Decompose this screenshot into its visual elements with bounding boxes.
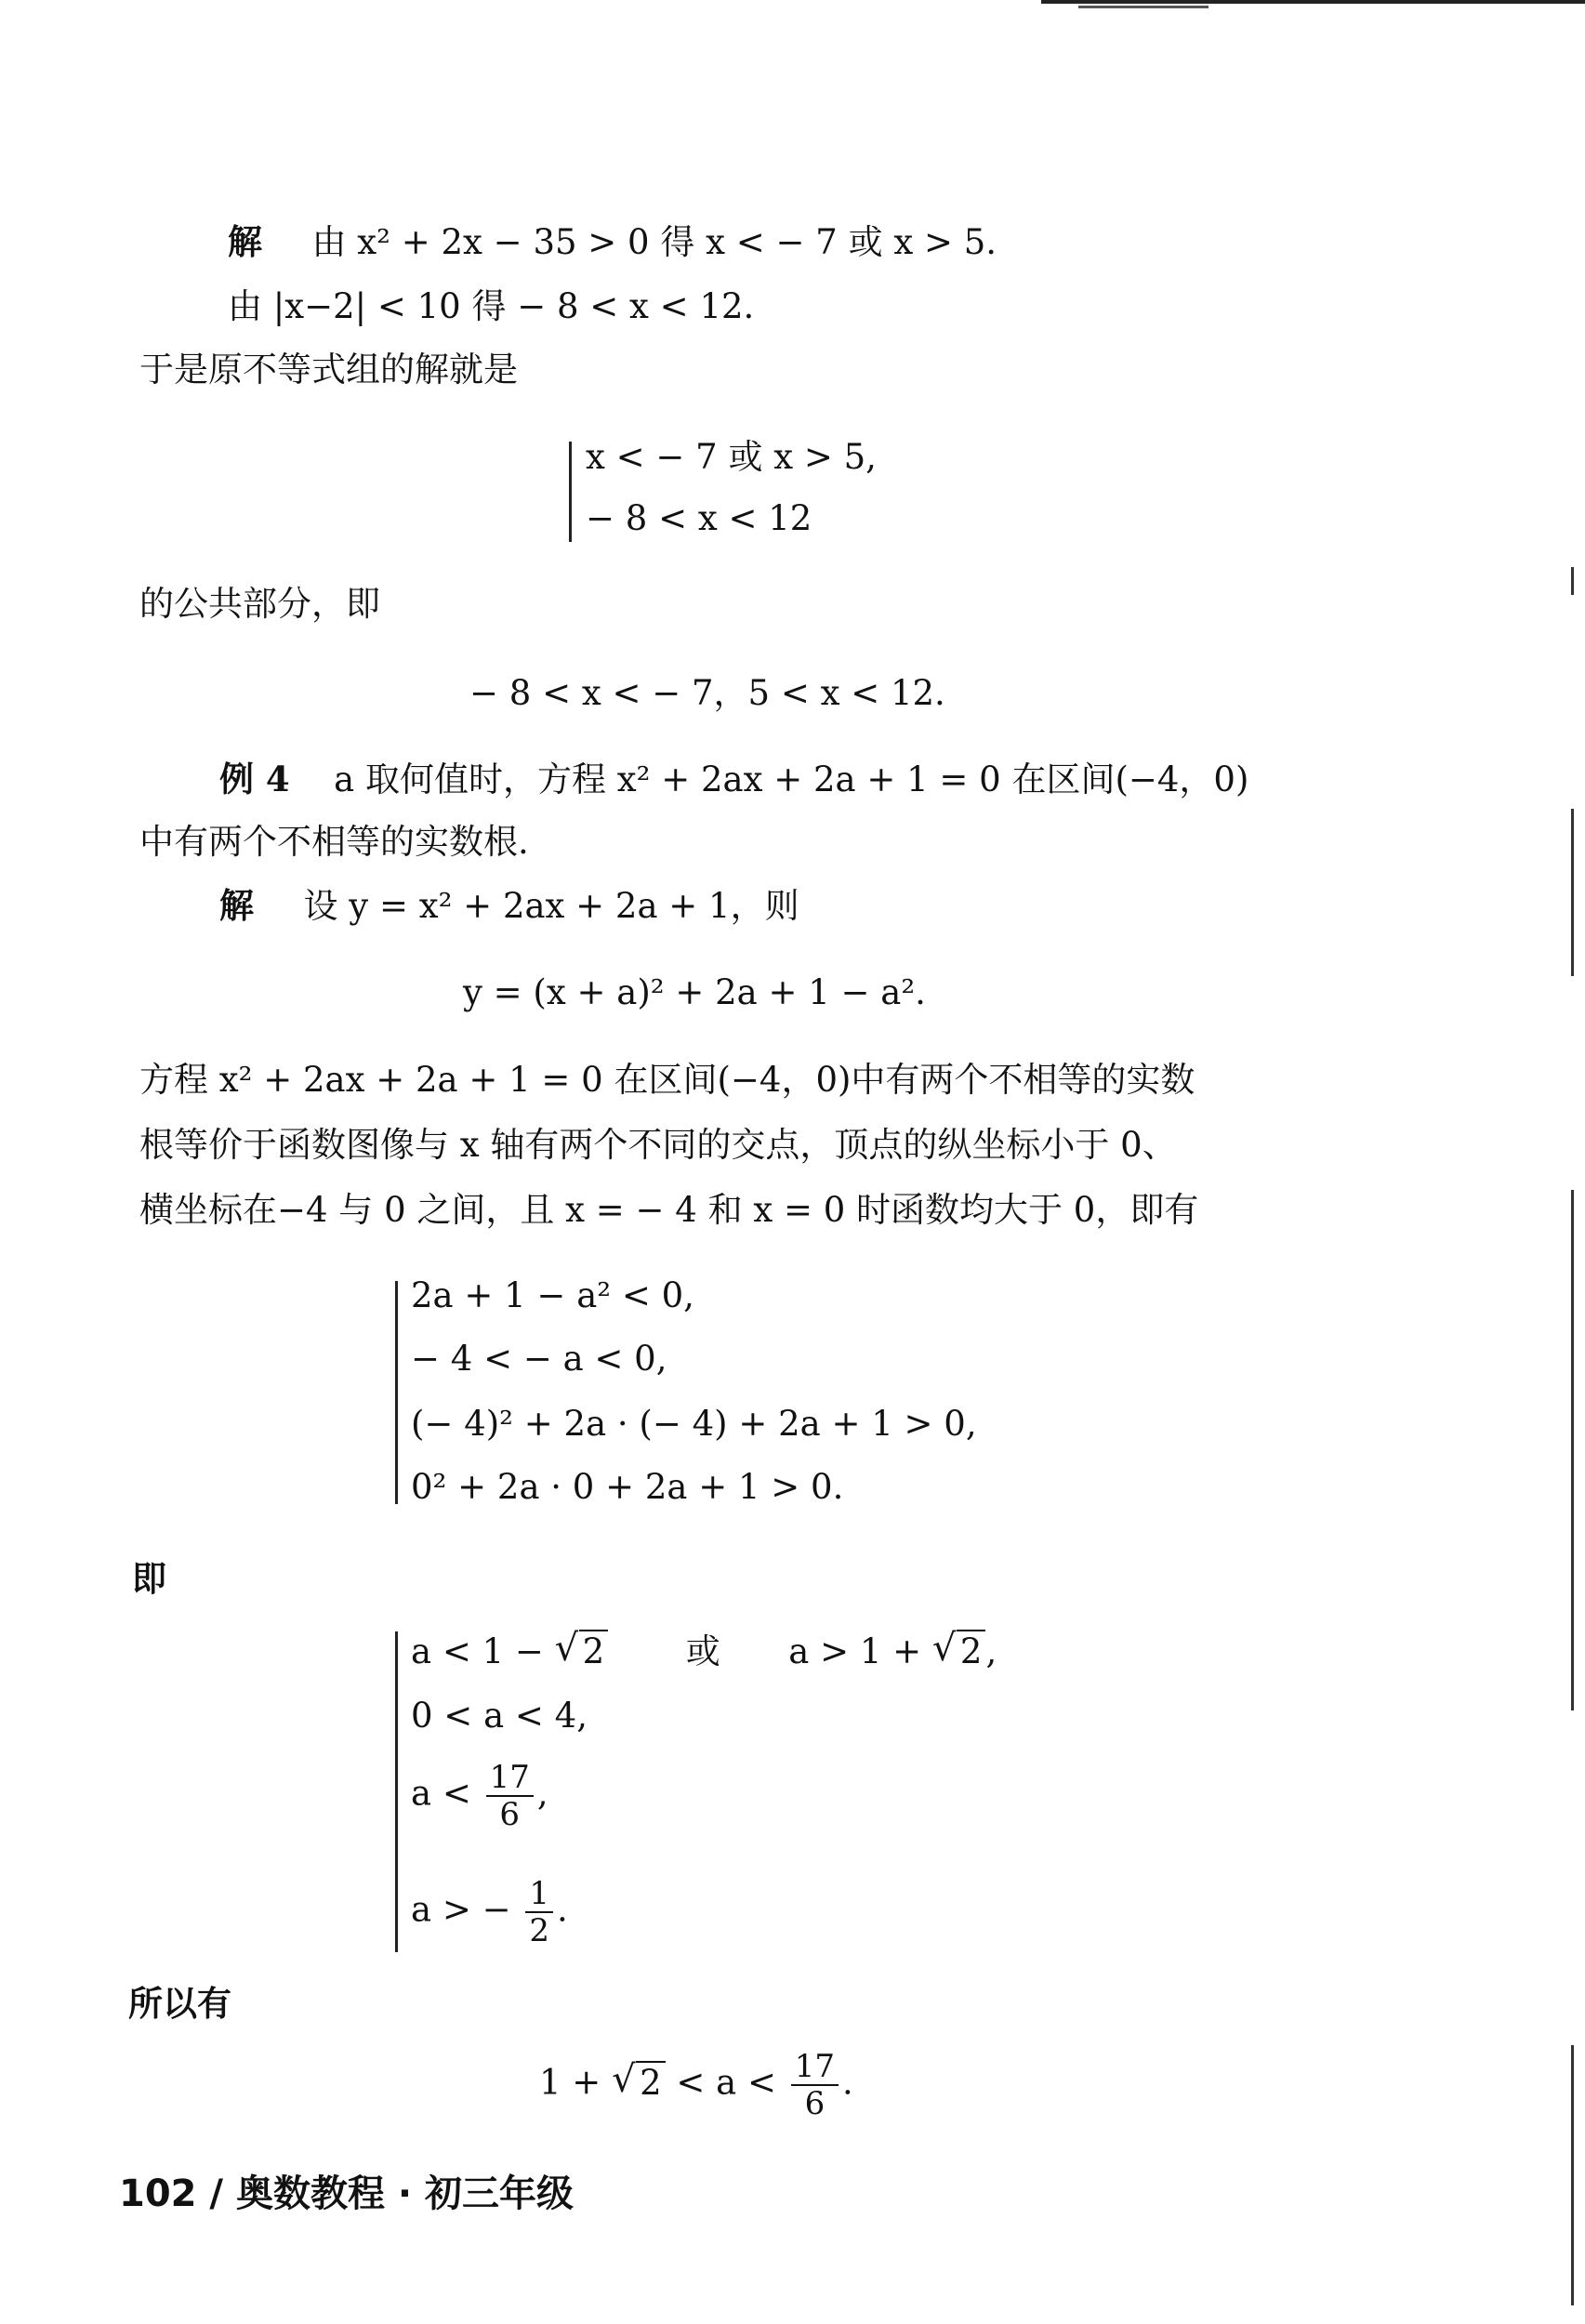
system3-row-3: a < $\frac{17}{6}$ ,	[411, 1759, 548, 1833]
final-result: 1 + √ 2 < a < $\frac{17}{6}$ .	[539, 2048, 853, 2122]
system2-row-3: (− 4)² + 2a · (− 4) + 2a + 1 > 0,	[411, 1404, 977, 1444]
page-footer: 102 / 奥数教程 · 初三年级	[119, 2172, 575, 2215]
sqrt: √ 2	[555, 1631, 609, 1672]
edge-mark	[1571, 2045, 1574, 2305]
system2-row-4: 0² + 2a · 0 + 2a + 1 > 0.	[411, 1467, 844, 1507]
solution-line-2: 由 |x−2| < 10 得 − 8 < x < 12.	[228, 286, 755, 326]
paragraph-line-2: 根等价于函数图像与 x 轴有两个不同的交点，顶点的纵坐标小于 0、	[139, 1125, 1177, 1165]
equation-y: y = (x + a)² + 2a + 1 − a².	[463, 972, 926, 1012]
sqrt: √ 2	[932, 1631, 986, 1672]
top-rule	[1041, 0, 1585, 4]
system1-row-1: x < − 7 或 x > 5,	[586, 437, 877, 477]
edge-mark	[1571, 1190, 1574, 1710]
ji-text: 即	[132, 1558, 166, 1599]
solution-line-1	[228, 221, 997, 263]
solution2-line-1	[219, 885, 799, 927]
system2-row-2: − 4 < − a < 0,	[411, 1339, 667, 1379]
example-question: a 取何值时，方程 x² + 2ax + 2a + 1 = 0 在区间(−4，0)	[334, 759, 1249, 799]
paragraph-line-3: 横坐标在−4 与 0 之间，且 x = − 4 和 x = 0 时函数均大于 0，即有	[139, 1190, 1199, 1230]
solution-result: − 8 < x < − 7，5 < x < 12.	[469, 673, 945, 713]
top-rule-dash	[1078, 6, 1209, 8]
solution-line-3: 于是原不等式组的解就是	[139, 350, 518, 390]
row1-right: a > 1 +	[788, 1631, 932, 1671]
row1-left: a < 1 −	[411, 1631, 555, 1671]
solution-label: 解	[219, 885, 254, 926]
common-part-text: 的公共部分，即	[139, 584, 380, 624]
system3-row-1: a < 1 − √ 2 或 a > 1 + √ 2 ,	[411, 1627, 997, 1671]
system3-row-2: 0 < a < 4,	[411, 1696, 588, 1736]
system-brace	[569, 442, 572, 542]
suoyi-text: 所以有	[128, 1983, 231, 2024]
system-brace	[395, 1631, 398, 1952]
example-line-2: 中有两个不相等的实数根.	[139, 822, 529, 862]
example-label: 例 4	[219, 759, 290, 799]
solution2-text: 设 y = x² + 2ax + 2a + 1，则	[303, 886, 799, 926]
sqrt: √ 2	[612, 2063, 666, 2104]
or-text: 或	[685, 1631, 720, 1671]
fraction: $\frac{1}{2}$	[525, 1878, 553, 1947]
example-line-1	[219, 759, 1248, 800]
fraction: $\frac{17}{6}$	[791, 2051, 839, 2119]
system2-row-1: 2a + 1 − a² < 0,	[411, 1275, 694, 1315]
system1-row-2: − 8 < x < 12	[586, 498, 812, 538]
solution-label: 解	[228, 221, 262, 262]
fraction: $\frac{17}{6}$	[486, 1762, 534, 1830]
edge-mark	[1571, 567, 1574, 595]
paragraph-line-1: 方程 x² + 2ax + 2a + 1 = 0 在区间(−4，0)中有两个不相等的实数	[139, 1060, 1195, 1100]
system3-row-4: a > − $\frac{1}{2}$ .	[411, 1875, 568, 1949]
system-brace	[395, 1281, 398, 1504]
edge-mark	[1571, 809, 1574, 976]
inequality-text: 由 x² + 2x − 35 > 0 得 x < − 7 或 x > 5.	[311, 222, 997, 262]
